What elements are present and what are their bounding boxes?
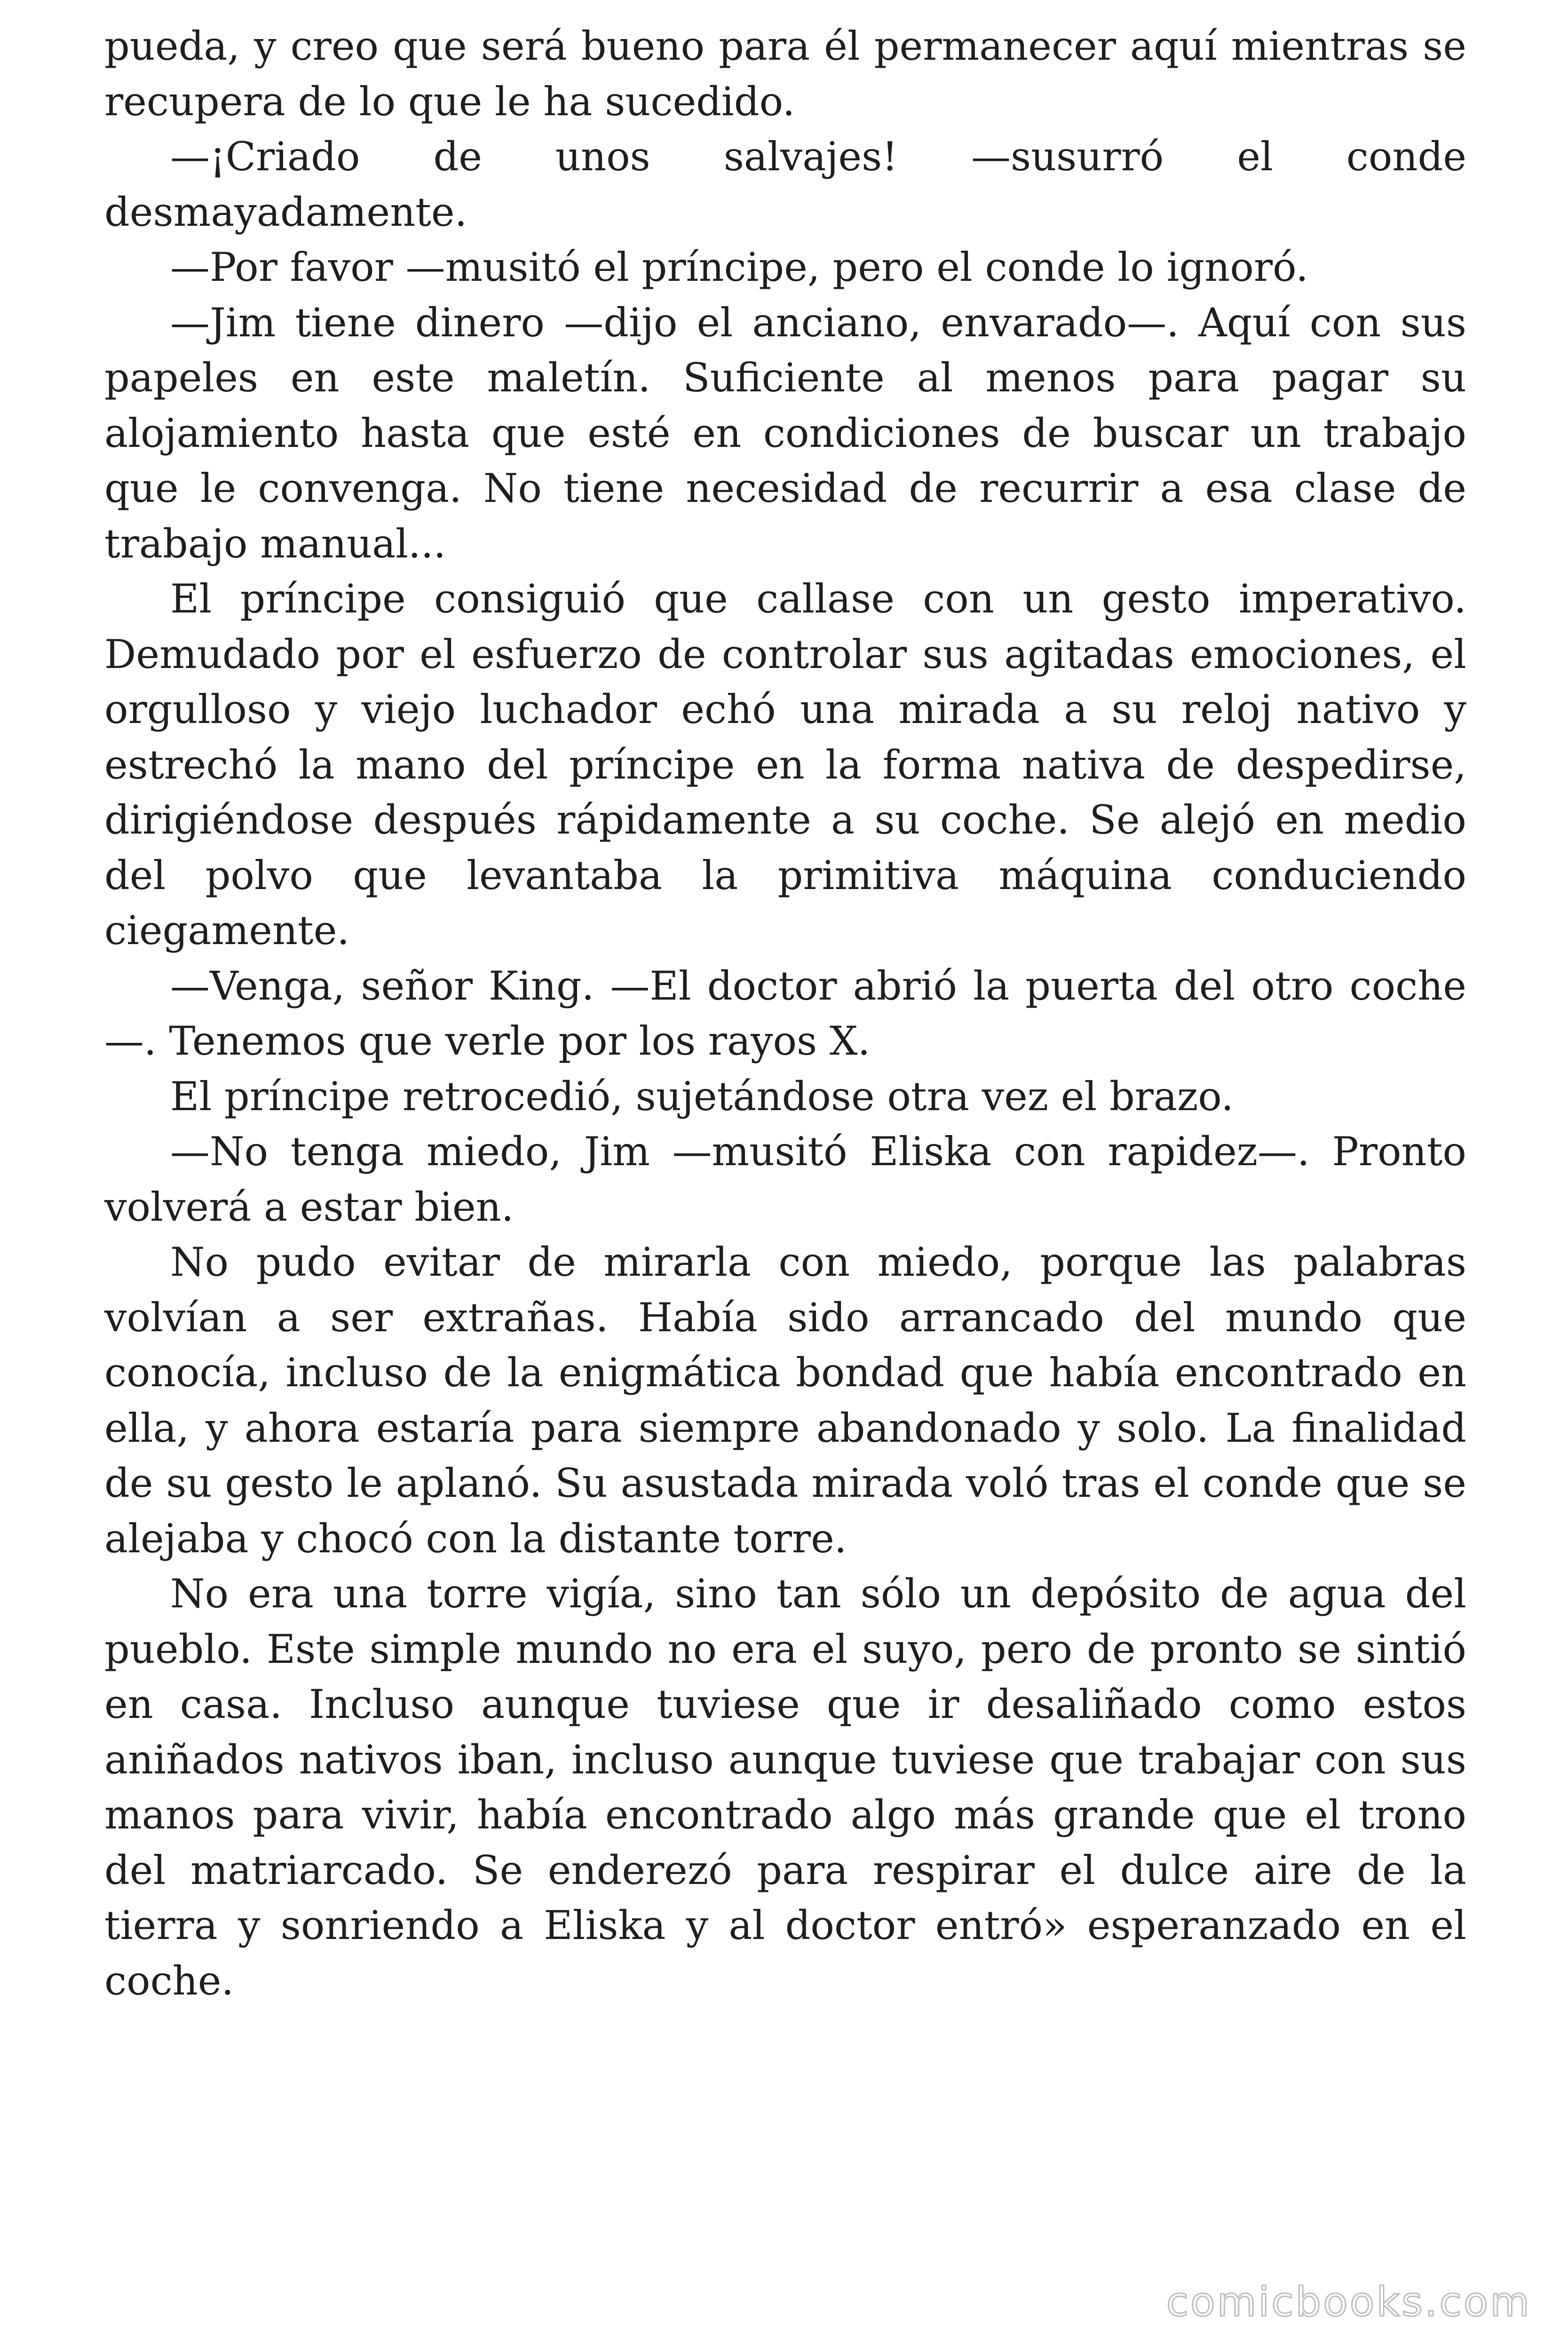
paragraph: —¡Criado de unos salvajes! —susurró el conde desmayadamente. <box>104 134 1466 235</box>
paragraph: pueda, y creo que será bueno para él permanecer aquí mientras se recupera de lo que le ha sucedido. <box>104 23 1466 125</box>
paragraph: El príncipe retrocedió, sujetándose otra vez el brazo. <box>170 1073 1234 1120</box>
paragraph: No pudo evitar de mirarla con miedo, porque las palabras volvían a ser extrañas. Había sido arrancado del mundo que conocía, incluso de la enigmática bondad que había encontrado en ella, y ahora estaría para siempre abandonado y solo. La finalidad de su gesto le aplanó. Su asustada mirada voló tras el conde que se alejaba y chocó con la distante torre. <box>104 1239 1466 1562</box>
paragraph: —No tenga miedo, Jim —musitó Eliska con rapidez—. Pronto volverá a estar bien. <box>104 1128 1466 1230</box>
watermark: comicbooks.com <box>1166 2279 1531 2326</box>
paragraph: —Jim tiene dinero —dijo el anciano, envarado—. Aquí con sus papeles en este maletín. Suficiente al menos para pagar su alojamiento hasta que esté en condiciones de buscar un trabajo que le convenga. No tiene necesidad de recurrir a esa clase de trabajo manual... <box>104 299 1466 567</box>
paragraph: No era una torre vigía, sino tan sólo un depósito de agua del pueblo. Este simple mundo no era el suyo, pero de pronto se sintió en casa. Incluso aunque tuviese que ir desaliñado como estos aniñados nativos iban, incluso aunque tuviese que trabajar con sus manos para vivir, había encontrado algo más grande que el trono del matriarcado. Se enderezó para respirar el dulce aire de la tierra y sonriendo a Eliska y al doctor entró» esperanzado en el coche. <box>104 1571 1466 2004</box>
page-text <box>104 19 1466 2009</box>
paragraph: El príncipe consiguió que callase con un gesto imperativo. Demudado por el esfuerzo de controlar sus agitadas emociones, el orgulloso y viejo luchador echó una mirada a su reloj nativo y estrechó la mano del príncipe en la forma nativa de despedirse, dirigiéndose después rápidamente a su coche. Se alejó en medio del polvo que levantaba la primitiva máquina conduciendo ciegamente. <box>104 576 1466 954</box>
paragraph: —Por favor —musitó el príncipe, pero el conde lo ignoró. <box>170 244 1308 290</box>
paragraph: —Venga, señor King. —El doctor abrió la puerta del otro coche—. Tenemos que verle por los rayos X. <box>104 962 1466 1064</box>
